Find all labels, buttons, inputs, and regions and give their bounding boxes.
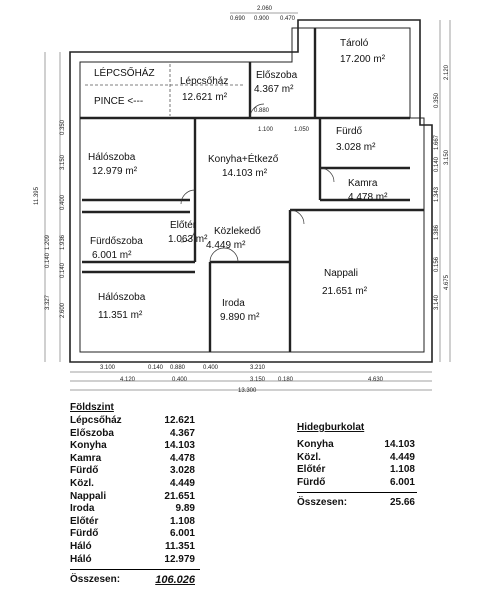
- room-area: 3.028 m²: [336, 142, 376, 153]
- row-label: Konyha: [297, 439, 334, 450]
- dim-label: 3.150: [60, 154, 66, 170]
- room-area: 12.621 m²: [182, 92, 228, 103]
- room-area: 12.979 m²: [92, 166, 138, 177]
- room-name: Hálószoba: [98, 292, 146, 303]
- total-label: Összesen:: [297, 497, 348, 509]
- total-value: 25.66: [389, 497, 415, 509]
- dim-label: 0.350: [60, 119, 66, 135]
- row-value: 12.979: [164, 553, 195, 565]
- dim-label: 0.140: [148, 365, 164, 371]
- summary-row: [70, 415, 195, 428]
- row-label: Fürdő: [297, 476, 326, 488]
- row-value: 11.351: [164, 540, 195, 552]
- dim-label: 4.120: [120, 377, 136, 383]
- dim-label: 3.210: [250, 365, 266, 371]
- row-value: 6.001: [389, 476, 415, 488]
- summary-title: Földszint: [70, 402, 114, 413]
- room-name: Előszoba: [256, 70, 298, 81]
- dim-label: 2.600: [60, 302, 66, 318]
- summary-row: [297, 439, 415, 452]
- summary-row: [70, 554, 195, 567]
- row-value: 21.651: [164, 490, 195, 502]
- room-area: 21.651 m²: [322, 286, 368, 297]
- room-name: Kamra: [348, 178, 378, 189]
- room-name: PINCE <---: [94, 96, 144, 107]
- summary-row: [70, 491, 195, 504]
- room-area: 11.351 m²: [98, 310, 143, 321]
- summary-row: [70, 453, 195, 466]
- summary-row: [297, 452, 415, 465]
- dim-label: 2.120: [444, 64, 450, 80]
- row-label: Előtér: [297, 464, 326, 476]
- room-name: LÉPCSŐHÁZ: [94, 68, 155, 79]
- room-area: 4.367 m²: [254, 84, 294, 95]
- dim-label: 2.060: [257, 6, 273, 12]
- summary-row: [70, 516, 195, 529]
- dim-label: 1.209: [45, 234, 51, 250]
- dim-label: 0.350: [434, 92, 440, 108]
- dim-label: 0.690: [230, 16, 246, 22]
- dim-label: 3.140: [434, 294, 440, 310]
- room-area: 9.890 m²: [220, 312, 260, 323]
- row-value: 4.449: [169, 477, 195, 489]
- dim-label: 0.880: [170, 365, 186, 371]
- row-value: 6.001: [169, 528, 195, 540]
- room-area: 6.001 m²: [92, 250, 132, 261]
- dim-label: 0.400: [172, 377, 188, 383]
- dim-label: 1.667: [434, 134, 440, 150]
- room-area: 14.103 m²: [222, 168, 268, 179]
- row-label: Iroda: [70, 503, 95, 515]
- dim-label: 0.400: [203, 365, 219, 371]
- row-value: 4.367: [169, 427, 195, 439]
- row-value: 12.621: [164, 415, 195, 426]
- room-name: Közlekedő: [214, 226, 261, 237]
- row-label: Háló: [70, 553, 92, 565]
- row-label: Előtér: [70, 515, 99, 527]
- row-label: Háló: [70, 540, 92, 552]
- summary-hidegburkolat: [297, 422, 417, 510]
- room-area: 1.063 m²: [168, 234, 208, 245]
- dim-label: 4.630: [368, 377, 384, 383]
- dim-label: 3.150: [444, 149, 450, 165]
- row-label: Előszoba: [70, 427, 114, 439]
- dim-label: 0.156: [434, 256, 440, 272]
- row-label: Lépcsőház: [70, 415, 122, 426]
- row-value: 4.478: [169, 452, 195, 464]
- dim-label: 1.386: [434, 224, 440, 240]
- dim-label: 3.100: [100, 365, 116, 371]
- row-value: 1.108: [169, 515, 195, 527]
- row-value: 14.103: [384, 439, 415, 450]
- dim-label: 13.300: [238, 388, 257, 394]
- dim-label: 1.050: [294, 127, 310, 133]
- summary-foldszint: [70, 402, 200, 587]
- dim-label: 0.140: [45, 252, 51, 268]
- dim-label: 1.343: [434, 186, 440, 202]
- room-name: Fürdőszoba: [90, 236, 143, 247]
- summary-title: Hidegburkolat: [297, 422, 365, 433]
- row-value: 1.108: [389, 464, 415, 476]
- summary-row: [70, 503, 195, 516]
- room-name: Nappali: [324, 268, 358, 279]
- room-area: 4.478 m²: [348, 192, 388, 203]
- row-label: Konyha: [70, 440, 107, 452]
- dim-label: 0.400: [60, 194, 66, 210]
- total-value: 106.026: [155, 574, 195, 587]
- room-name: Fürdő: [336, 126, 363, 137]
- total-label: Összesen:: [70, 574, 121, 586]
- summary-table: [70, 415, 195, 566]
- summary-row: [70, 478, 195, 491]
- dim-label: 0.900: [254, 16, 270, 22]
- summary-row: [297, 464, 415, 477]
- row-label: Közl.: [70, 477, 94, 489]
- summary-row: [297, 477, 415, 490]
- dim-label: 0.880: [254, 108, 270, 114]
- dim-label: 0.180: [278, 377, 294, 383]
- room-area: 4.449 m²: [206, 240, 246, 251]
- row-value: 3.028: [169, 465, 195, 477]
- room-name: Tároló: [340, 38, 369, 49]
- row-label: Nappali: [70, 490, 107, 502]
- room-name: Lépcsőház: [180, 76, 229, 87]
- row-value: 14.103: [164, 440, 195, 452]
- dim-label: 1.100: [258, 127, 274, 133]
- dim-label: 11.395: [34, 187, 40, 205]
- dim-label: 1.936: [60, 234, 66, 250]
- room-area: 17.200 m²: [340, 54, 386, 65]
- summary-row: [70, 465, 195, 478]
- room-name: Hálószoba: [88, 152, 136, 163]
- row-value: 9.89: [175, 503, 195, 515]
- row-value: 4.449: [389, 451, 415, 463]
- summary-table: [297, 439, 415, 489]
- room-name: Előtér: [170, 220, 197, 231]
- room-name: Iroda: [222, 298, 245, 309]
- summary-total: [70, 574, 195, 587]
- summary-total: [297, 497, 415, 510]
- row-label: Közl.: [297, 451, 321, 463]
- dim-label: 0.470: [280, 16, 296, 22]
- summary-row: [70, 528, 195, 541]
- row-label: Fürdő: [70, 528, 99, 540]
- row-label: Kamra: [70, 452, 102, 464]
- row-label: Fürdő: [70, 465, 99, 477]
- dim-label: 3.327: [45, 294, 51, 310]
- summary-row: [70, 428, 195, 441]
- summary-row: [70, 440, 195, 453]
- dim-label: 0.140: [60, 262, 66, 278]
- dim-label: 4.675: [444, 274, 450, 290]
- dim-label: 3.150: [250, 377, 266, 383]
- summary-row: [70, 541, 195, 554]
- room-name: Konyha+Étkező: [208, 154, 279, 165]
- dim-label: 0.140: [434, 156, 440, 172]
